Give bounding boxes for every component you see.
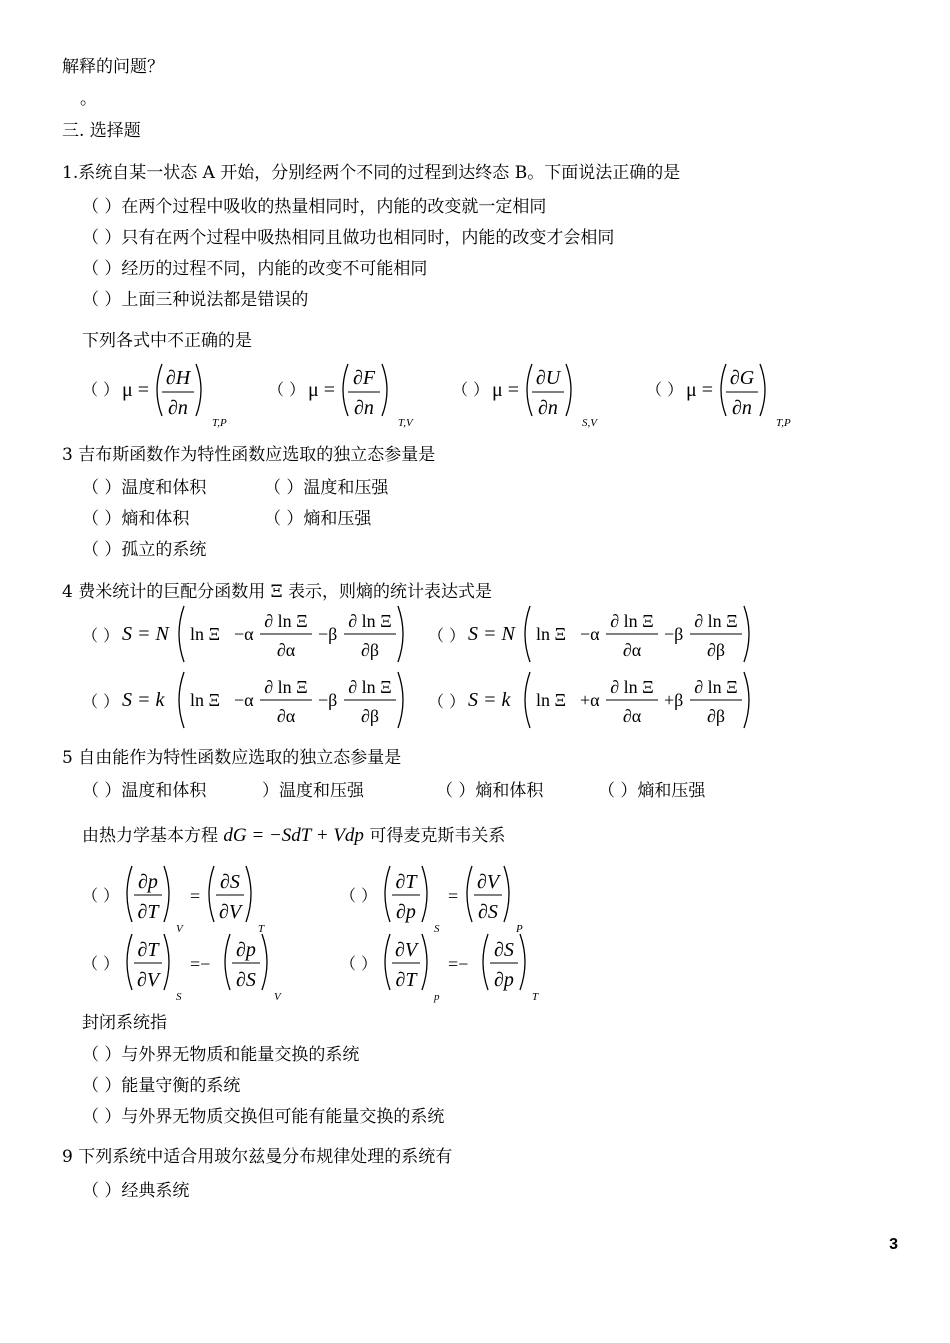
relation-sign: =−	[190, 954, 211, 974]
relation-sign: =	[190, 886, 201, 906]
answer-blank: （ ）	[340, 954, 378, 973]
subscript: S	[434, 923, 440, 935]
numerator: ∂ ln Ξ	[264, 677, 308, 697]
subscript: S,V	[582, 417, 597, 429]
entropy-expression	[468, 668, 758, 732]
left-paren	[179, 672, 184, 728]
numerator: ∂p	[138, 871, 158, 893]
beta-term: −β	[318, 624, 338, 644]
answer-blank: （ ）	[340, 886, 378, 905]
answer-blank: （ ）	[646, 380, 684, 399]
entropy-expression	[468, 602, 758, 666]
numerator: ∂T	[137, 939, 159, 961]
question-1-stem: 1.系统自某一状态 A 开始，分别经两个不同的过程到达终态 B。下面说法正确的是	[62, 163, 681, 183]
question-3-option-a: （ ）温度和体积	[82, 478, 207, 498]
numerator: ∂ ln Ξ	[264, 611, 308, 631]
question-3-option-d: （ ）熵和压强	[264, 509, 372, 529]
relation-sign: =	[448, 886, 459, 906]
question-4-stem: 4 费米统计的巨配分函数用 Ξ 表示，则熵的统计表达式是	[62, 582, 492, 602]
subscript: p	[434, 991, 440, 1003]
relation-sign: =−	[448, 954, 469, 974]
question-5-stem: 5 自由能作为特性函数应选取的独立态参量是	[62, 748, 402, 768]
denominator: ∂α	[622, 640, 642, 660]
stem-text: 由热力学基本方程	[82, 826, 218, 846]
numerator: ∂T	[395, 871, 417, 893]
left-paren	[157, 364, 162, 416]
question-5-option-c: （ ）熵和体积	[436, 781, 544, 801]
left-paren	[127, 934, 132, 990]
denominator: ∂β	[706, 706, 726, 726]
beta-term: −β	[664, 624, 684, 644]
numerator: ∂G	[729, 367, 755, 389]
subscript: T,V	[398, 417, 413, 429]
question-8-option-b: （ ）能量守衡的系统	[82, 1076, 241, 1096]
gibbs-equation: dG = −SdT + Vdp	[223, 825, 364, 846]
mu-equals: μ =	[122, 379, 150, 401]
subscript: T	[532, 991, 539, 1003]
text-line: 解释的问题？	[62, 57, 164, 77]
question-1-option-a: （ ）在两个过程中吸收的热量相同时，内能的改变就一定相同	[82, 197, 547, 217]
page-number: 3	[889, 1236, 898, 1253]
left-paren	[179, 606, 184, 662]
denominator: ∂S	[478, 901, 498, 923]
subscript: V	[176, 923, 183, 935]
text-line: 。	[80, 89, 97, 109]
question-3-option-b: （ ）温度和压强	[264, 478, 389, 498]
maxwell-relation	[380, 864, 580, 936]
denominator: ∂α	[622, 706, 642, 726]
denominator: ∂β	[360, 640, 380, 660]
numerator: ∂ ln Ξ	[694, 611, 738, 631]
denominator: ∂S	[236, 969, 256, 991]
numerator: ∂ ln Ξ	[610, 677, 654, 697]
denominator: ∂T	[137, 901, 159, 923]
numerator: ∂ ln Ξ	[610, 611, 654, 631]
beta-term: +β	[664, 690, 684, 710]
question-2-stem: 下列各式中不正确的是	[82, 331, 252, 351]
question-1-option-d: （ ）上面三种说法都是错误的	[82, 290, 309, 310]
subscript: V	[274, 991, 281, 1003]
right-paren	[164, 866, 169, 922]
mu-equals: μ =	[686, 379, 714, 401]
ln-xi: ln Ξ	[536, 624, 567, 644]
right-paren	[398, 672, 403, 728]
stem-text: 可得麦克斯韦关系	[369, 826, 506, 846]
mu-expression	[492, 360, 642, 432]
maxwell-relation	[122, 932, 322, 1004]
right-paren	[398, 606, 403, 662]
maxwell-relation	[122, 864, 322, 936]
right-paren	[422, 934, 427, 990]
question-5-option-a: （ ）温度和体积	[82, 781, 207, 801]
right-paren	[196, 364, 201, 416]
denominator: ∂T	[395, 969, 417, 991]
maxwell-relation	[380, 932, 580, 1004]
denominator: ∂β	[706, 640, 726, 660]
numerator: ∂ ln Ξ	[694, 677, 738, 697]
right-paren	[744, 606, 749, 662]
question-3-option-c: （ ）熵和体积	[82, 509, 190, 529]
answer-blank: （ ）	[82, 626, 120, 645]
answer-blank: （ ）	[82, 380, 120, 399]
denominator: ∂β	[360, 706, 380, 726]
question-9-option-a: （ ）经典系统	[82, 1181, 190, 1201]
question-3-option-e: （ ）孤立的系统	[82, 540, 207, 560]
denominator: ∂n	[538, 397, 558, 419]
answer-blank: （ ）	[452, 380, 490, 399]
mu-equals: μ =	[308, 379, 336, 401]
left-paren	[209, 866, 214, 922]
denominator: ∂α	[276, 640, 296, 660]
answer-blank: （ ）	[82, 954, 120, 973]
question-8-stem: 封闭系统指	[82, 1013, 167, 1033]
entropy-lhs: S = N	[122, 623, 169, 645]
entropy-expression	[122, 602, 412, 666]
entropy-lhs: S = N	[468, 623, 515, 645]
mu-expression	[122, 360, 272, 432]
denominator: ∂p	[494, 969, 514, 991]
question-3-stem: 3 吉布斯函数作为特性函数应选取的独立态参量是	[62, 445, 436, 465]
right-paren	[262, 934, 267, 990]
left-paren	[385, 866, 390, 922]
left-paren	[525, 606, 530, 662]
denominator: ∂V	[218, 901, 242, 923]
left-paren	[225, 934, 230, 990]
subscript: P	[516, 923, 523, 935]
answer-blank: （ ）	[428, 692, 466, 711]
denominator: ∂n	[354, 397, 374, 419]
numerator: ∂ ln Ξ	[348, 677, 392, 697]
left-paren	[483, 934, 488, 990]
mu-expression	[308, 360, 458, 432]
question-5-option-b: ）温度和压强	[262, 781, 364, 801]
alpha-term: −α	[234, 690, 254, 710]
section-heading: 三. 选择题	[62, 121, 141, 141]
right-paren	[744, 672, 749, 728]
answer-blank: （ ）	[82, 692, 120, 711]
alpha-term: −α	[234, 624, 254, 644]
numerator: ∂ ln Ξ	[348, 611, 392, 631]
right-paren	[566, 364, 571, 416]
denominator: ∂α	[276, 706, 296, 726]
question-9-stem: 9 下列系统中适合用玻尔兹曼分布规律处理的系统有	[62, 1147, 453, 1167]
entropy-expression	[122, 668, 412, 732]
mu-equals: μ =	[492, 379, 520, 401]
question-8-option-c: （ ）与外界无物质交换但可能有能量交换的系统	[82, 1107, 445, 1127]
right-paren	[382, 364, 387, 416]
numerator: ∂F	[352, 367, 376, 389]
right-paren	[246, 866, 251, 922]
mu-expression	[686, 360, 836, 432]
numerator: ∂V	[394, 939, 418, 961]
numerator: ∂V	[476, 871, 500, 893]
right-paren	[164, 934, 169, 990]
left-paren	[127, 866, 132, 922]
entropy-lhs: S = k	[468, 689, 511, 711]
alpha-term: −α	[580, 624, 600, 644]
alpha-term: +α	[580, 690, 600, 710]
answer-blank: （ ）	[428, 626, 466, 645]
denominator: ∂n	[168, 397, 188, 419]
right-paren	[504, 866, 509, 922]
question-6-stem	[82, 826, 505, 846]
numerator: ∂H	[165, 367, 191, 389]
ln-xi: ln Ξ	[190, 690, 221, 710]
subscript: T,P	[212, 417, 227, 429]
subscript: T,P	[776, 417, 791, 429]
denominator: ∂p	[396, 901, 416, 923]
numerator: ∂S	[220, 871, 240, 893]
left-paren	[343, 364, 348, 416]
subscript: T	[258, 923, 265, 935]
left-paren	[525, 672, 530, 728]
denominator: ∂n	[732, 397, 752, 419]
question-8-option-a: （ ）与外界无物质和能量交换的系统	[82, 1045, 360, 1065]
question-1-option-b: （ ）只有在两个过程中吸热相同且做功也相同时，内能的改变才会相同	[82, 228, 615, 248]
right-paren	[520, 934, 525, 990]
answer-blank: （ ）	[268, 380, 306, 399]
question-1-option-c: （ ）经历的过程不同，内能的改变不可能相同	[82, 259, 428, 279]
ln-xi: ln Ξ	[536, 690, 567, 710]
ln-xi: ln Ξ	[190, 624, 221, 644]
numerator: ∂p	[236, 939, 256, 961]
beta-term: −β	[318, 690, 338, 710]
entropy-lhs: S = k	[122, 689, 165, 711]
left-paren	[721, 364, 726, 416]
numerator: ∂S	[494, 939, 514, 961]
numerator: ∂U	[535, 367, 561, 389]
right-paren	[760, 364, 765, 416]
question-5-option-d: （ ）熵和压强	[598, 781, 706, 801]
subscript: S	[176, 991, 182, 1003]
left-paren	[527, 364, 532, 416]
right-paren	[422, 866, 427, 922]
answer-blank: （ ）	[82, 886, 120, 905]
left-paren	[467, 866, 472, 922]
left-paren	[385, 934, 390, 990]
denominator: ∂V	[136, 969, 160, 991]
